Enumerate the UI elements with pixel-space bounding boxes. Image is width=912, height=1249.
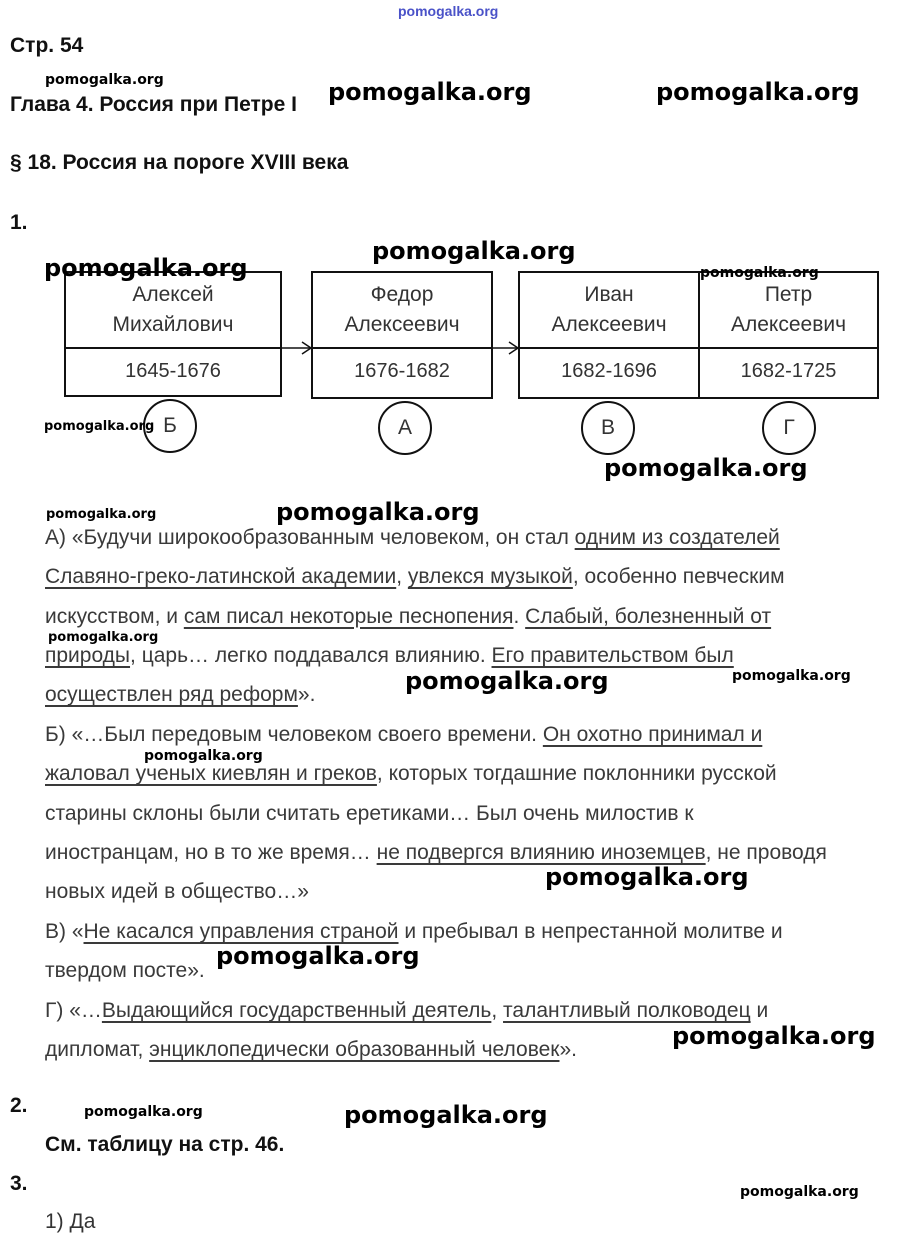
ruler-box-aleksey — [64, 271, 282, 397]
underlined-text: Он охотно принимал и — [542, 723, 763, 746]
ruler-years: 1682-1696 — [561, 359, 657, 382]
task-3-number: 3. — [10, 1172, 28, 1195]
text: старины склоны были считать еретиками… Был очень милостив к — [45, 801, 694, 825]
watermark: pomogalka.org — [372, 237, 576, 265]
text: , царь… легко поддавался влиянию. — [130, 643, 492, 667]
underlined-text: Славяно-греко-латинской академии — [45, 565, 397, 589]
task-3-answer: 1) Да — [45, 1210, 96, 1233]
underlined-text: Не касался управления страной — [83, 920, 399, 943]
underlined-text: увлекся музыкой — [407, 565, 573, 589]
text: ». — [559, 1038, 577, 1062]
ruler-years: 1645-1676 — [125, 359, 221, 382]
text: . — [513, 604, 526, 628]
watermark: pomogalka.org — [604, 454, 808, 482]
text: и — [750, 999, 769, 1022]
text: , которых тогдашние поклонники русской — [376, 762, 777, 786]
watermark: pomogalka.org — [732, 668, 851, 684]
watermark: pomogalka.org — [328, 78, 532, 106]
text: ». — [297, 683, 316, 707]
ruler-box-ivan — [518, 271, 700, 399]
letter-circle-v: В — [581, 401, 635, 455]
underlined-text: Слабый, болезненный от — [525, 604, 772, 628]
ruler-name: Иван Алексеевич — [520, 273, 698, 349]
text: твердом посте». — [45, 959, 205, 983]
task-2-text: См. таблицу на стр. 46. — [45, 1133, 285, 1156]
underlined-text: одним из создателей — [574, 526, 780, 549]
watermark: pomogalka.org — [144, 748, 263, 764]
paragraph-g — [45, 991, 768, 1070]
watermark: pomogalka.org — [46, 507, 157, 522]
page-number: Стр. 54 — [10, 34, 84, 57]
watermark: pomogalka.org — [740, 1184, 859, 1200]
watermark: pomogalka.org — [45, 72, 164, 88]
underlined-text: природы — [45, 643, 131, 667]
text: , особенно певческим — [572, 565, 785, 589]
text: , не проводя — [705, 840, 827, 864]
underlined-text: не подвергся влиянию иноземцев — [376, 840, 706, 864]
watermark: pomogalka.org — [84, 1104, 203, 1120]
letter-circle-b: Б — [143, 399, 197, 453]
text: Б) «…Был передовым человеком своего времени. — [45, 723, 543, 746]
ruler-name: Петр Алексеевич — [700, 273, 877, 349]
underlined-text: сам писал некоторые песнопения — [183, 604, 514, 628]
underlined-text: талантливый полководец — [503, 999, 751, 1022]
watermark: pomogalka.org — [700, 265, 819, 281]
watermark: pomogalka.org — [44, 254, 248, 282]
watermark: pomogalka.org — [48, 630, 159, 645]
text: , — [491, 999, 504, 1022]
task-1-number: 1. — [10, 211, 28, 234]
letter-circle-a: А — [378, 401, 432, 455]
underlined-text: жаловал ученых киевлян и греков — [45, 762, 377, 786]
watermark: pomogalka.org — [44, 419, 155, 434]
section-title: § 18. Россия на пороге XVIII века — [10, 151, 349, 174]
ruler-years: 1676-1682 — [354, 359, 450, 382]
text: В) « — [45, 920, 84, 943]
ruler-box-fedor — [311, 271, 493, 399]
text: и пребывал в непрестанной молитве и — [398, 920, 783, 943]
watermark: pomogalka.org — [344, 1101, 548, 1129]
arrow-right-icon — [282, 338, 314, 358]
text: искусством, и — [45, 604, 184, 628]
arrow-right-icon — [493, 338, 521, 358]
underlined-text: Выдающийся государственный деятель — [101, 999, 492, 1022]
letter-circle-g: Г — [762, 401, 816, 455]
text: , — [396, 565, 408, 589]
ruler-box-petr — [698, 271, 879, 399]
underlined-text: энциклопедически образованный человек — [149, 1038, 560, 1062]
text: А) «Будучи широкообразованным человеком, он стал — [45, 526, 575, 549]
underlined-text: осуществлен ряд реформ — [45, 683, 298, 707]
watermark: pomogalka.org — [216, 942, 420, 970]
chapter-title: Глава 4. Россия при Петре I — [10, 93, 297, 116]
ruler-name: Федор Алексеевич — [313, 273, 491, 349]
watermark: pomogalka.org — [672, 1022, 876, 1050]
text: иностранцам, но в то же время… — [45, 840, 377, 864]
ruler-years: 1682-1725 — [740, 359, 837, 382]
watermark: pomogalka.org — [405, 667, 609, 695]
text: Г) «… — [45, 999, 102, 1022]
watermark-top: pomogalka.org — [398, 3, 499, 19]
underlined-text: Его правительством был — [491, 643, 734, 667]
text: дипломат, — [45, 1038, 150, 1062]
text: новых идей в общество…» — [45, 880, 309, 904]
watermark: pomogalka.org — [545, 863, 749, 891]
watermark: pomogalka.org — [276, 498, 480, 526]
ruler-name: Алексей Михайлович — [66, 273, 280, 349]
task-2-number: 2. — [10, 1094, 28, 1117]
watermark: pomogalka.org — [656, 78, 860, 106]
